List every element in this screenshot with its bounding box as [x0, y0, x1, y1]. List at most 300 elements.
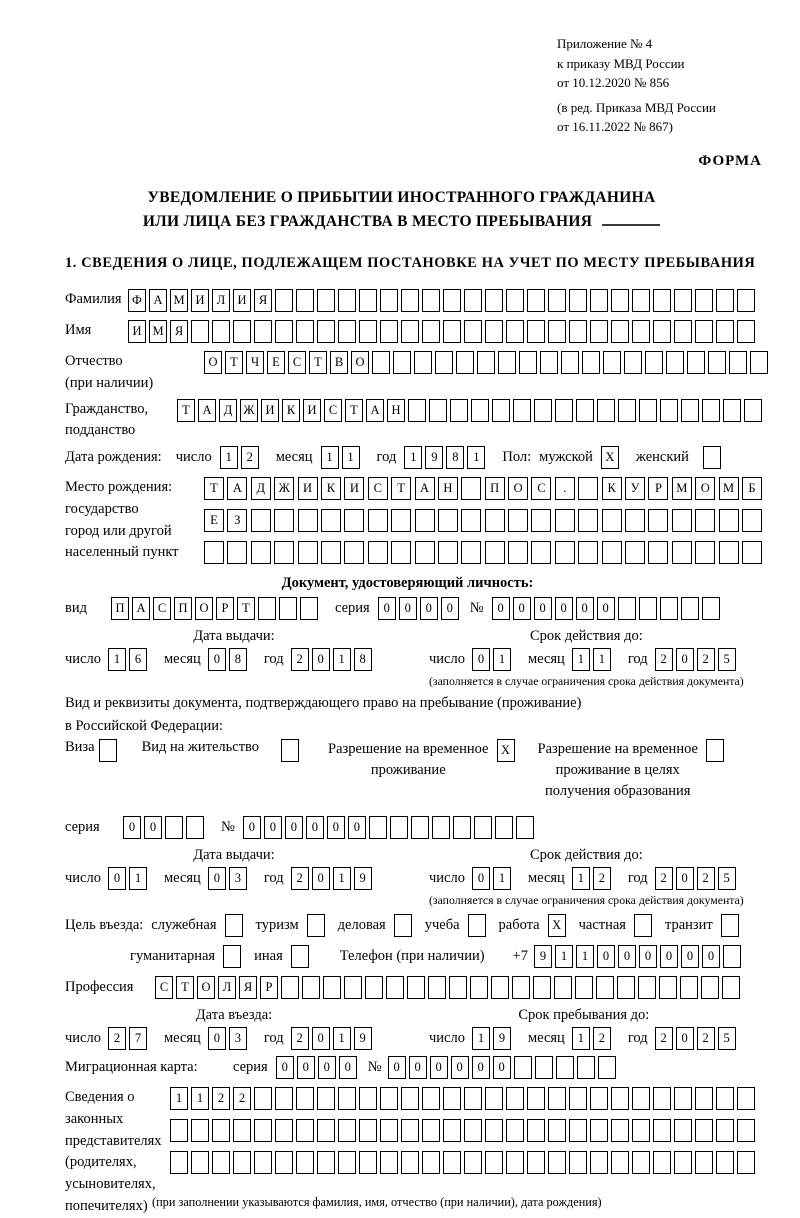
char-cell[interactable] [443, 1087, 461, 1110]
char-cell[interactable]: 0 [388, 1056, 406, 1079]
char-cell[interactable]: П [111, 597, 129, 620]
char-cell[interactable] [569, 320, 587, 343]
char-cell[interactable] [744, 399, 762, 422]
char-cell[interactable]: С [153, 597, 171, 620]
char-cell[interactable]: 0 [618, 945, 636, 968]
char-cell[interactable] [438, 541, 458, 564]
char-cell[interactable] [429, 399, 447, 422]
char-cell[interactable] [456, 351, 474, 374]
char-cell[interactable] [590, 320, 608, 343]
char-cell[interactable] [401, 1087, 419, 1110]
char-cell[interactable] [274, 541, 294, 564]
char-cell[interactable]: М [672, 477, 692, 500]
char-cell[interactable]: С [288, 351, 306, 374]
char-cell[interactable]: 1 [321, 446, 339, 469]
char-cell[interactable] [533, 976, 551, 999]
char-cell[interactable]: Т [237, 597, 255, 620]
char-cell[interactable] [251, 509, 271, 532]
char-cell[interactable] [393, 351, 411, 374]
char-cell[interactable] [471, 399, 489, 422]
char-cell[interactable] [359, 289, 377, 312]
char-cell[interactable] [638, 976, 656, 999]
char-cell[interactable]: В [330, 351, 348, 374]
char-cell[interactable] [659, 976, 677, 999]
char-cell[interactable] [695, 320, 713, 343]
char-cell[interactable] [344, 541, 364, 564]
char-cell[interactable] [625, 509, 645, 532]
char-cell[interactable] [227, 541, 247, 564]
char-cell[interactable]: 0 [441, 597, 459, 620]
char-cell[interactable] [275, 320, 293, 343]
char-cell[interactable]: 2 [291, 1027, 309, 1050]
char-cell[interactable]: 0 [108, 867, 126, 890]
char-cell[interactable]: 0 [312, 867, 330, 890]
char-cell[interactable]: М [719, 477, 739, 500]
checkbox-cell[interactable] [307, 914, 325, 937]
checkbox-cell[interactable] [223, 945, 241, 968]
char-cell[interactable] [296, 289, 314, 312]
char-cell[interactable] [391, 541, 411, 564]
char-cell[interactable] [742, 541, 762, 564]
char-cell[interactable]: Н [387, 399, 405, 422]
char-cell[interactable]: Л [218, 976, 236, 999]
char-cell[interactable]: А [227, 477, 247, 500]
char-cell[interactable] [555, 509, 575, 532]
char-cell[interactable] [461, 541, 481, 564]
char-cell[interactable] [506, 1087, 524, 1110]
char-cell[interactable] [298, 541, 318, 564]
char-cell[interactable] [338, 1087, 356, 1110]
char-cell[interactable] [611, 320, 629, 343]
char-cell[interactable]: И [233, 289, 251, 312]
char-cell[interactable] [359, 320, 377, 343]
char-cell[interactable]: 8 [229, 648, 247, 671]
char-cell[interactable] [391, 509, 411, 532]
char-cell[interactable]: 0 [430, 1056, 448, 1079]
char-cell[interactable] [514, 1056, 532, 1079]
char-cell[interactable]: 1 [333, 1027, 351, 1050]
char-cell[interactable]: 0 [208, 648, 226, 671]
checkbox-cell[interactable]: X [548, 914, 566, 937]
char-cell[interactable]: И [261, 399, 279, 422]
char-cell[interactable]: Р [216, 597, 234, 620]
char-cell[interactable] [380, 289, 398, 312]
char-cell[interactable] [672, 541, 692, 564]
char-cell[interactable]: 0 [399, 597, 417, 620]
char-cell[interactable] [701, 976, 719, 999]
char-cell[interactable] [695, 509, 715, 532]
char-cell[interactable] [422, 320, 440, 343]
char-cell[interactable]: 1 [493, 867, 511, 890]
char-cell[interactable]: 2 [697, 648, 715, 671]
char-cell[interactable]: Д [219, 399, 237, 422]
char-cell[interactable]: 0 [312, 648, 330, 671]
char-cell[interactable] [464, 320, 482, 343]
residence-permit-checkbox[interactable] [281, 739, 299, 762]
char-cell[interactable]: Т [177, 399, 195, 422]
char-cell[interactable] [461, 477, 481, 500]
char-cell[interactable] [365, 976, 383, 999]
char-cell[interactable] [602, 541, 622, 564]
checkbox-cell[interactable] [394, 914, 412, 937]
char-cell[interactable]: Н [438, 477, 458, 500]
char-cell[interactable]: 0 [276, 1056, 294, 1079]
char-cell[interactable]: 0 [492, 597, 510, 620]
char-cell[interactable]: 1 [342, 446, 360, 469]
char-cell[interactable]: 8 [354, 648, 372, 671]
char-cell[interactable]: Я [254, 289, 272, 312]
char-cell[interactable] [632, 1119, 650, 1142]
char-cell[interactable] [302, 976, 320, 999]
char-cell[interactable] [660, 399, 678, 422]
char-cell[interactable]: Т [176, 976, 194, 999]
char-cell[interactable] [716, 289, 734, 312]
char-cell[interactable]: И [191, 289, 209, 312]
char-cell[interactable]: О [508, 477, 528, 500]
checkbox-cell[interactable] [291, 945, 309, 968]
char-cell[interactable] [723, 399, 741, 422]
char-cell[interactable] [639, 597, 657, 620]
char-cell[interactable] [401, 1119, 419, 1142]
char-cell[interactable] [578, 541, 598, 564]
char-cell[interactable] [492, 399, 510, 422]
char-cell[interactable] [722, 976, 740, 999]
char-cell[interactable] [723, 945, 741, 968]
char-cell[interactable] [321, 541, 341, 564]
char-cell[interactable] [674, 320, 692, 343]
char-cell[interactable] [296, 1087, 314, 1110]
char-cell[interactable]: О [204, 351, 222, 374]
char-cell[interactable] [611, 1119, 629, 1142]
char-cell[interactable] [618, 399, 636, 422]
char-cell[interactable]: 2 [233, 1087, 251, 1110]
char-cell[interactable] [687, 351, 705, 374]
char-cell[interactable] [695, 541, 715, 564]
char-cell[interactable]: 1 [333, 867, 351, 890]
char-cell[interactable]: 2 [655, 867, 673, 890]
char-cell[interactable] [461, 509, 481, 532]
char-cell[interactable]: 5 [718, 867, 736, 890]
char-cell[interactable]: С [155, 976, 173, 999]
char-cell[interactable]: А [149, 289, 167, 312]
char-cell[interactable] [611, 289, 629, 312]
char-cell[interactable]: П [174, 597, 192, 620]
char-cell[interactable]: 3 [229, 1027, 247, 1050]
char-cell[interactable] [464, 1087, 482, 1110]
char-cell[interactable] [359, 1119, 377, 1142]
char-cell[interactable]: 0 [243, 816, 261, 839]
char-cell[interactable] [534, 399, 552, 422]
char-cell[interactable] [618, 597, 636, 620]
char-cell[interactable] [716, 320, 734, 343]
char-cell[interactable] [702, 399, 720, 422]
char-cell[interactable] [681, 597, 699, 620]
char-cell[interactable] [212, 320, 230, 343]
char-cell[interactable]: 0 [297, 1056, 315, 1079]
char-cell[interactable]: 0 [285, 816, 303, 839]
char-cell[interactable] [602, 509, 622, 532]
char-cell[interactable] [737, 1119, 755, 1142]
char-cell[interactable] [212, 1119, 230, 1142]
char-cell[interactable] [344, 509, 364, 532]
char-cell[interactable]: Ф [128, 289, 146, 312]
char-cell[interactable]: 9 [354, 867, 372, 890]
char-cell[interactable] [338, 1119, 356, 1142]
char-cell[interactable] [380, 1119, 398, 1142]
char-cell[interactable] [632, 320, 650, 343]
char-cell[interactable]: И [303, 399, 321, 422]
char-cell[interactable] [408, 399, 426, 422]
char-cell[interactable]: . [555, 477, 575, 500]
char-cell[interactable]: 9 [425, 446, 443, 469]
char-cell[interactable]: 0 [472, 648, 490, 671]
char-cell[interactable] [702, 597, 720, 620]
char-cell[interactable] [477, 351, 495, 374]
char-cell[interactable]: К [602, 477, 622, 500]
char-cell[interactable]: З [227, 509, 247, 532]
char-cell[interactable]: 0 [660, 945, 678, 968]
char-cell[interactable]: 5 [718, 1027, 736, 1050]
char-cell[interactable] [590, 1119, 608, 1142]
char-cell[interactable]: 2 [212, 1087, 230, 1110]
char-cell[interactable] [359, 1087, 377, 1110]
char-cell[interactable] [561, 351, 579, 374]
char-cell[interactable] [281, 976, 299, 999]
char-cell[interactable] [674, 289, 692, 312]
char-cell[interactable]: С [368, 477, 388, 500]
temp-residence-checkbox[interactable]: X [497, 739, 515, 762]
char-cell[interactable]: 1 [333, 648, 351, 671]
char-cell[interactable] [279, 597, 297, 620]
char-cell[interactable] [653, 1119, 671, 1142]
char-cell[interactable] [498, 351, 516, 374]
char-cell[interactable]: 1 [572, 1027, 590, 1050]
char-cell[interactable]: 0 [555, 597, 573, 620]
char-cell[interactable]: Я [170, 320, 188, 343]
char-cell[interactable] [598, 1056, 616, 1079]
char-cell[interactable]: 1 [108, 648, 126, 671]
char-cell[interactable] [719, 509, 739, 532]
char-cell[interactable]: Б [742, 477, 762, 500]
char-cell[interactable] [317, 1087, 335, 1110]
char-cell[interactable] [516, 816, 534, 839]
char-cell[interactable] [165, 816, 183, 839]
char-cell[interactable] [569, 1087, 587, 1110]
char-cell[interactable]: М [149, 320, 167, 343]
char-cell[interactable]: 0 [681, 945, 699, 968]
char-cell[interactable] [254, 1087, 272, 1110]
char-cell[interactable] [296, 1119, 314, 1142]
char-cell[interactable]: 0 [472, 867, 490, 890]
char-cell[interactable]: 0 [208, 867, 226, 890]
char-cell[interactable] [428, 976, 446, 999]
char-cell[interactable] [639, 399, 657, 422]
char-cell[interactable]: 1 [493, 648, 511, 671]
char-cell[interactable] [527, 1119, 545, 1142]
char-cell[interactable] [527, 289, 545, 312]
char-cell[interactable] [554, 976, 572, 999]
char-cell[interactable]: 0 [576, 597, 594, 620]
visa-checkbox[interactable] [99, 739, 117, 762]
char-cell[interactable] [672, 509, 692, 532]
char-cell[interactable] [645, 351, 663, 374]
char-cell[interactable] [750, 351, 768, 374]
char-cell[interactable] [556, 1056, 574, 1079]
char-cell[interactable] [506, 289, 524, 312]
char-cell[interactable]: 2 [108, 1027, 126, 1050]
female-checkbox[interactable] [703, 446, 721, 469]
char-cell[interactable] [590, 1087, 608, 1110]
char-cell[interactable] [653, 1087, 671, 1110]
char-cell[interactable]: 0 [472, 1056, 490, 1079]
char-cell[interactable] [737, 289, 755, 312]
checkbox-cell[interactable] [225, 914, 243, 937]
char-cell[interactable]: 0 [208, 1027, 226, 1050]
char-cell[interactable]: 2 [241, 446, 259, 469]
char-cell[interactable] [611, 1087, 629, 1110]
char-cell[interactable] [411, 816, 429, 839]
char-cell[interactable] [390, 816, 408, 839]
char-cell[interactable] [617, 976, 635, 999]
char-cell[interactable]: И [298, 477, 318, 500]
char-cell[interactable] [578, 477, 598, 500]
char-cell[interactable] [368, 509, 388, 532]
char-cell[interactable]: 0 [451, 1056, 469, 1079]
char-cell[interactable]: 1 [572, 648, 590, 671]
char-cell[interactable] [660, 597, 678, 620]
char-cell[interactable] [443, 289, 461, 312]
char-cell[interactable] [464, 289, 482, 312]
char-cell[interactable] [300, 597, 318, 620]
char-cell[interactable] [577, 1056, 595, 1079]
char-cell[interactable] [485, 509, 505, 532]
char-cell[interactable] [674, 1087, 692, 1110]
char-cell[interactable] [438, 509, 458, 532]
char-cell[interactable] [719, 541, 739, 564]
char-cell[interactable] [443, 1119, 461, 1142]
char-cell[interactable]: 1 [467, 446, 485, 469]
char-cell[interactable] [548, 289, 566, 312]
char-cell[interactable]: 0 [676, 867, 694, 890]
char-cell[interactable] [695, 289, 713, 312]
char-cell[interactable] [254, 1119, 272, 1142]
char-cell[interactable] [674, 1119, 692, 1142]
char-cell[interactable]: 0 [513, 597, 531, 620]
char-cell[interactable] [338, 289, 356, 312]
char-cell[interactable]: Т [309, 351, 327, 374]
char-cell[interactable]: 2 [655, 648, 673, 671]
char-cell[interactable] [666, 351, 684, 374]
char-cell[interactable]: О [195, 597, 213, 620]
char-cell[interactable] [275, 1119, 293, 1142]
char-cell[interactable]: С [531, 477, 551, 500]
char-cell[interactable] [443, 320, 461, 343]
char-cell[interactable] [531, 541, 551, 564]
char-cell[interactable] [380, 320, 398, 343]
char-cell[interactable]: О [695, 477, 715, 500]
char-cell[interactable]: 1 [220, 446, 238, 469]
char-cell[interactable]: Е [204, 509, 224, 532]
checkbox-cell[interactable] [468, 914, 486, 937]
char-cell[interactable] [531, 509, 551, 532]
char-cell[interactable] [296, 320, 314, 343]
char-cell[interactable] [653, 289, 671, 312]
char-cell[interactable]: П [485, 477, 505, 500]
char-cell[interactable]: Р [648, 477, 668, 500]
char-cell[interactable]: 2 [655, 1027, 673, 1050]
char-cell[interactable]: 2 [697, 867, 715, 890]
char-cell[interactable] [186, 816, 204, 839]
char-cell[interactable]: 0 [318, 1056, 336, 1079]
char-cell[interactable]: У [625, 477, 645, 500]
char-cell[interactable] [681, 399, 699, 422]
char-cell[interactable] [380, 1087, 398, 1110]
char-cell[interactable]: 0 [327, 816, 345, 839]
char-cell[interactable]: 0 [493, 1056, 511, 1079]
char-cell[interactable] [548, 320, 566, 343]
char-cell[interactable] [624, 351, 642, 374]
char-cell[interactable] [422, 1119, 440, 1142]
char-cell[interactable]: 1 [572, 867, 590, 890]
char-cell[interactable] [233, 320, 251, 343]
char-cell[interactable] [603, 351, 621, 374]
char-cell[interactable]: Л [212, 289, 230, 312]
char-cell[interactable] [233, 1119, 251, 1142]
char-cell[interactable] [548, 1119, 566, 1142]
char-cell[interactable]: К [321, 477, 341, 500]
char-cell[interactable]: 1 [170, 1087, 188, 1110]
char-cell[interactable]: Т [204, 477, 224, 500]
char-cell[interactable]: 7 [129, 1027, 147, 1050]
char-cell[interactable] [596, 976, 614, 999]
char-cell[interactable] [401, 289, 419, 312]
char-cell[interactable]: А [415, 477, 435, 500]
char-cell[interactable]: 1 [404, 446, 422, 469]
char-cell[interactable]: Ж [274, 477, 294, 500]
char-cell[interactable]: 1 [129, 867, 147, 890]
char-cell[interactable] [323, 976, 341, 999]
char-cell[interactable] [648, 509, 668, 532]
char-cell[interactable] [453, 816, 471, 839]
char-cell[interactable]: 2 [593, 867, 611, 890]
char-cell[interactable] [548, 1087, 566, 1110]
char-cell[interactable] [495, 816, 513, 839]
char-cell[interactable]: Я [239, 976, 257, 999]
char-cell[interactable]: Ч [246, 351, 264, 374]
char-cell[interactable] [512, 976, 530, 999]
char-cell[interactable] [506, 1119, 524, 1142]
char-cell[interactable] [597, 399, 615, 422]
char-cell[interactable] [506, 320, 524, 343]
char-cell[interactable] [680, 976, 698, 999]
char-cell[interactable] [590, 289, 608, 312]
char-cell[interactable] [695, 1087, 713, 1110]
char-cell[interactable]: 0 [123, 816, 141, 839]
char-cell[interactable] [555, 541, 575, 564]
char-cell[interactable]: Т [345, 399, 363, 422]
char-cell[interactable] [317, 1119, 335, 1142]
char-cell[interactable]: Т [391, 477, 411, 500]
char-cell[interactable]: Р [260, 976, 278, 999]
char-cell[interactable] [414, 351, 432, 374]
char-cell[interactable]: 0 [639, 945, 657, 968]
char-cell[interactable]: О [351, 351, 369, 374]
char-cell[interactable] [275, 1087, 293, 1110]
char-cell[interactable] [407, 976, 425, 999]
char-cell[interactable] [485, 289, 503, 312]
char-cell[interactable] [708, 351, 726, 374]
char-cell[interactable] [527, 1087, 545, 1110]
